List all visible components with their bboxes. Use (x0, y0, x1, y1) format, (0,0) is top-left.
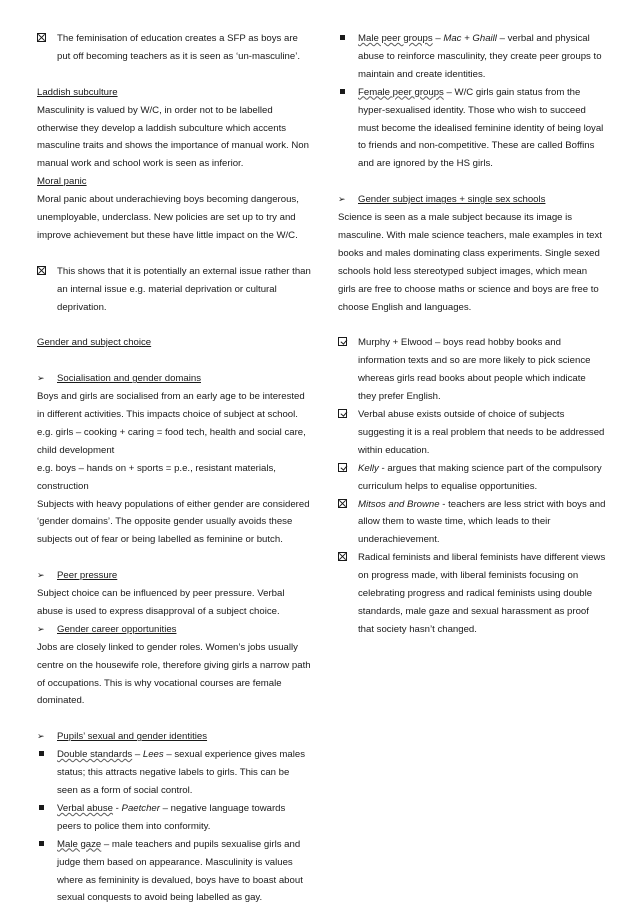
career-heading-row (37, 621, 311, 639)
career-heading: Gender career opportunities (57, 623, 177, 635)
male-peer-groups-label: Male peer groups (358, 33, 433, 44)
bullet-external-issue-text: This shows that it is potentially an external issue rather than an internal issue e.g. material deprivation or cultural deprivation. (57, 265, 311, 313)
cross-radical-feminists (338, 549, 606, 639)
check-murphy-elwood-text: Murphy + Elwood – boys read hobby books and information texts and so are more likely to pick science whereas girls read books about people which indicate they prefer English. (358, 337, 591, 403)
double-standards-sep: – (132, 749, 143, 761)
verbal-abuse-author: Paetcher (121, 802, 160, 814)
square-bullet-icon (338, 30, 352, 48)
bullet-feminisation-text: The feminisation of education creates a SFP as boys are put off becoming teachers as it is seen as ‘un-masculine’. (57, 33, 300, 62)
male-peer-groups-sep: – (432, 33, 444, 44)
check-murphy-elwood (338, 334, 606, 406)
peer-pressure-heading: Peer pressure (57, 570, 118, 582)
double-standards-label: Double standards (57, 749, 133, 761)
checked-box-icon (338, 334, 352, 352)
square-bullet-icon (37, 800, 51, 818)
verbal-abuse-label: Verbal abuse (57, 802, 114, 814)
double-standards-item (37, 746, 311, 800)
arrow-icon: ➢ (37, 570, 45, 581)
cross-box-icon (338, 549, 352, 567)
square-bullet-icon (338, 84, 352, 102)
verbal-abuse-sep: - (113, 802, 122, 814)
gender-subject-heading: Gender and subject choice (37, 337, 152, 349)
male-gaze-text: – male teachers and pupils sexualise girls and judge them based on appearance. Masculinity is values where as femininity is devalued, boys have to boast about sexual conquests to avoid being labelled as gay. (57, 838, 303, 904)
checked-box-icon (338, 460, 352, 478)
cross-mitsos-browne-author: Mitsos and Browne (358, 498, 440, 510)
check-verbal-abuse-text: Verbal abuse exists outside of choice of subjects suggesting it is a real problem that needs to be addressed within education. (358, 409, 605, 456)
female-peer-groups-item (338, 84, 606, 174)
bullet-external-issue (37, 263, 311, 317)
verbal-abuse-text: – negative language towards peers to police them into conformity. (57, 802, 286, 832)
check-verbal-abuse (338, 406, 606, 460)
right-column (338, 30, 606, 639)
cross-radical-feminists-text: Radical feminists and liberal feminists have different views on progress made, with liberal feminists focusing on celebrating progress and radical feminists using double standards, male gaze and sexual harassment as proof that society hasn’t changed. (358, 552, 606, 635)
verbal-abuse-item (37, 800, 311, 836)
arrow-icon: ➢ (37, 623, 45, 634)
double-standards-text: – sexual experience gives males status; this attracts negative labels to girls. This can be seen as a form of social control. (57, 749, 306, 796)
peer-pressure-text: Subject choice can be influenced by peer pressure. Verbal abuse is used to express disapproval of a subject choice. (37, 588, 285, 617)
peer-pressure-heading-row (37, 567, 311, 585)
gender-subject-images-text: Science is seen as a male subject because its image is masculine. With male science teachers, male examples in text books and males dominating class experiments. Single sexed schools hold less stereotyped subject images, which mean girls are free to choose maths or science and boys are free to choose English and languages. (338, 212, 602, 313)
check-kelly-author: Kelly (358, 462, 379, 474)
laddish-text: Masculinity is valued by W/C, in order not to be labelled otherwise they develop a laddish subculture which accents masculine traits and shows the importance of manual work. Non manual work and school work is seen as inferior. (37, 104, 309, 170)
gender-subject-images-heading-row (338, 191, 606, 209)
moral-panic-text: Moral panic about underachieving boys becoming dangerous, unemployable, underclass. New policies are set up to try and improve achievement but these have little impact on the W/C. (37, 194, 299, 241)
female-peer-groups-text: – W/C girls gain status from the hyper-sexualised identity. Those who wish to succeed must become the idealised feminine identity of being loyal to friends and non-competitive. These are called Boffins and are ignored by the HS girls. (358, 86, 604, 170)
left-column (37, 30, 311, 907)
cross-box-icon (37, 30, 51, 48)
square-bullet-icon (37, 836, 51, 854)
male-peer-groups-text: – verbal and physical abuse to reinforce masculinity, they create peer groups to maintain and create identities. (358, 33, 602, 80)
socialisation-heading: Socialisation and gender domains (57, 373, 201, 385)
pupils-heading: Pupils’ sexual and gender identities (57, 731, 208, 743)
check-kelly-text: - argues that making science part of the compulsory curriculum helps to equalise opportunities. (358, 462, 602, 492)
female-peer-groups-label: Female peer groups (358, 86, 444, 98)
male-gaze-label: Male gaze (57, 838, 102, 850)
boys-example: e.g. boys – hands on + sports = p.e., resistant materials, construction (37, 462, 276, 492)
cross-box-icon (338, 496, 352, 514)
pupils-heading-row (37, 728, 311, 746)
laddish-heading: Laddish subculture (37, 86, 118, 98)
double-standards-author: Lees (142, 749, 164, 761)
gender-domains-text: Subjects with heavy populations of either gender are considered ‘gender domains’. The opposite gender usually avoids these subjects out of fear or being labelled as feminine or butch. (37, 498, 310, 546)
arrow-icon: ➢ (37, 731, 45, 742)
checked-box-icon (338, 406, 352, 424)
gender-subject-images-heading: Gender subject images + single sex schools (358, 194, 546, 206)
socialisation-text: Boys and girls are socialised from an early age to be interested in different activities. This impacts choice of subject at school. (37, 391, 305, 420)
arrow-icon: ➢ (37, 373, 45, 384)
girls-example: e.g. girls – cooking + caring = food tech, health and social care, child development (37, 426, 306, 456)
cross-box-icon (37, 263, 51, 281)
square-bullet-icon (37, 746, 51, 764)
bullet-feminisation (37, 30, 311, 66)
socialisation-heading-row (37, 370, 311, 388)
moral-panic-heading: Moral panic (37, 176, 87, 188)
male-gaze-item (37, 836, 311, 907)
male-peer-groups-item (338, 30, 606, 84)
cross-mitsos-browne (338, 496, 606, 550)
career-text: Jobs are closely linked to gender roles. Women’s jobs usually centre on the housewife role, therefore giving girls a narrow path of occupations. This is why vocational courses are female dominated. (37, 641, 311, 707)
male-peer-groups-author: Mac + Ghaill (443, 33, 497, 44)
check-kelly (338, 460, 606, 496)
cross-mitsos-browne-text: - teachers are less strict with boys and allow them to waste time, which leads to their underachievement. (358, 498, 606, 546)
arrow-icon: ➢ (338, 194, 346, 205)
